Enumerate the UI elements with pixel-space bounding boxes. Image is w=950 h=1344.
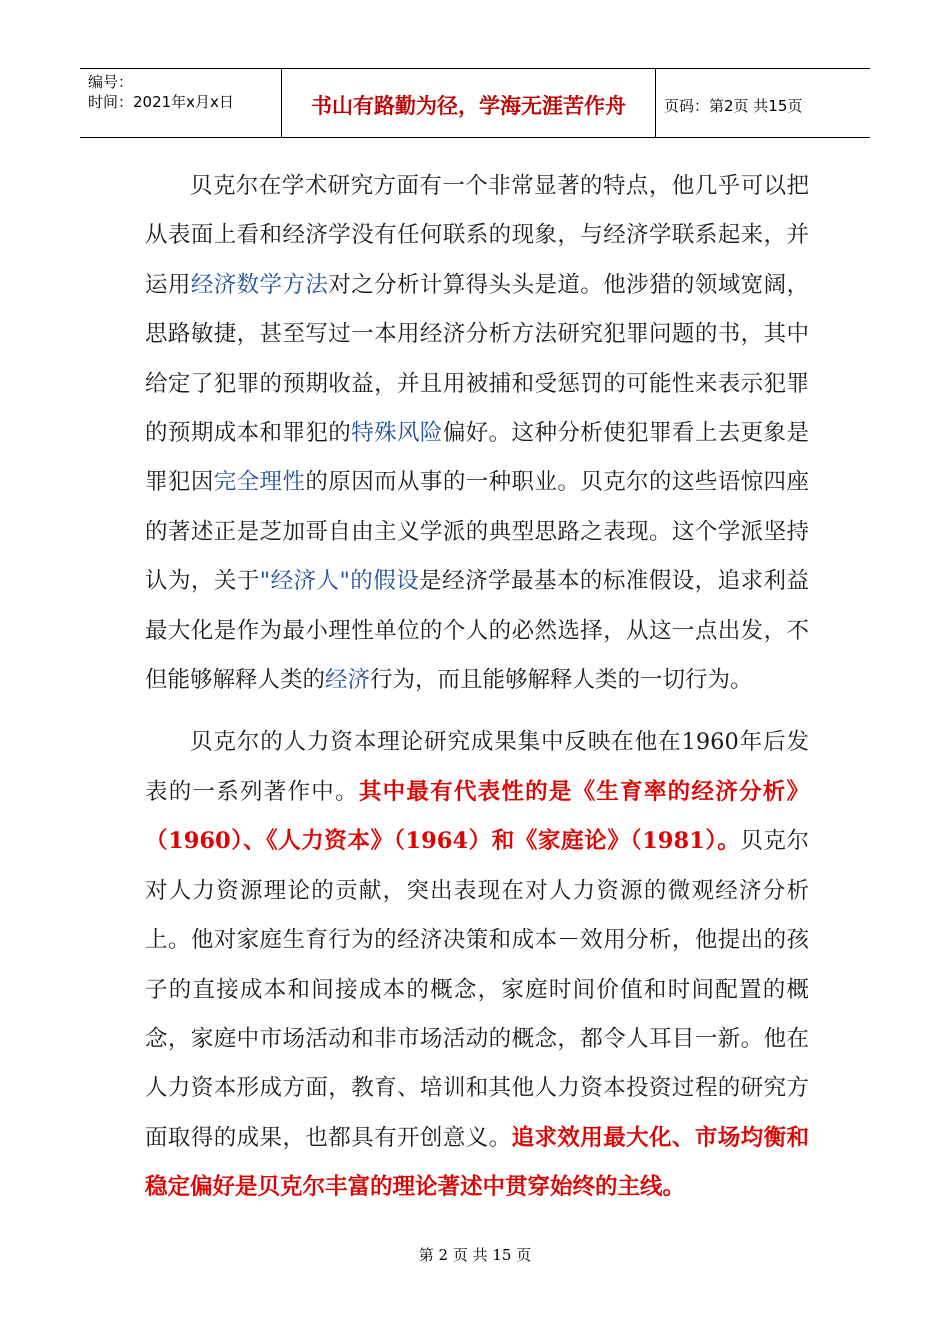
time-label: 时间：2021年x月x日 — [88, 93, 234, 111]
header-meta — [80, 69, 282, 137]
link-economy[interactable]: 经济 — [325, 667, 371, 694]
number-label: 编号： — [88, 73, 134, 91]
paragraph-2 — [145, 718, 809, 1212]
link-economic-man-hypothesis[interactable]: "经济人"的假设 — [259, 568, 420, 595]
link-complete-rationality[interactable]: 完全理性 — [213, 469, 306, 496]
page-footer: 第 2 页 共 15 页 — [418, 1246, 532, 1264]
paragraph-1 — [145, 162, 809, 705]
header-motto: 书山有路勤为径，学海无涯苦作舟 — [282, 69, 656, 137]
page-header — [80, 68, 870, 138]
paragraph-text: 贝克尔的人力资本理论研究成果集中反映在他在1960年后发表的一系列著作中。 — [145, 729, 809, 805]
paragraph-text: 的原因而从事的一种职业。贝克尔的这些语惊四座的著述正是芝加哥自由主义学派的典型思路之表现。这个学派坚持认为，关于 — [145, 469, 809, 595]
paragraph-text: 对之分析计算得头头是道。他涉猎的领域宽阔，思路敏捷，甚至写过一本用经济分析方法研究犯罪问题的书，其中给定了犯罪的预期收益，并且用被捕和受惩罚的可能性来表示犯罪的预期成本和罪犯的 — [145, 271, 809, 447]
link-special-risk[interactable]: 特殊风险 — [351, 420, 443, 447]
highlight-representative-works: 其中最有代表性的是《生育率的经济分析》（1960）、《人力资本》（1964）和《家庭论》（1981）。 — [145, 778, 809, 855]
paragraph-text: 是经济学最基本的标准假设，追求利益最大化是作为最小理性单位的个人的必然选择，从这一点出发，不但能够解释人类的 — [145, 568, 809, 694]
paragraph-text: 行为，而且能够解释人类的一切行为。 — [370, 667, 753, 694]
document-body — [145, 162, 809, 1213]
highlight-main-thread: 追求效用最大化、市场均衡和稳定偏好是贝克尔丰富的理论著述中贯穿始终的主线。 — [145, 1124, 809, 1201]
link-economic-math-methods[interactable]: 经济数学方法 — [190, 271, 329, 298]
header-page-info: 页码：第2页 共15页 — [664, 96, 803, 115]
paragraph-text: 贝克尔在学术研究方面有一个非常显著的特点，他几乎可以把从表面上看和经济学没有任何联系的现象，与经济学联系起来，并运用 — [145, 173, 809, 298]
paragraph-text: 偏好。这种分析使犯罪看上去更象是罪犯因 — [145, 420, 809, 496]
paragraph-text: 贝克尔对人力资源理论的贡献，突出表现在对人力资源的微观经济分析上。他对家庭生育行为的经济决策和成本－效用分析，他提出的孩子的直接成本和间接成本的概念，家庭时间价值和时间配置的概念，家庭中市场活动和非市场活动的概念，都令人耳目一新。他在人力资本形成方面，教育、培训和其他人力资本投资过程的研究方面取得的成果，也都具有开创意义。 — [145, 828, 809, 1151]
